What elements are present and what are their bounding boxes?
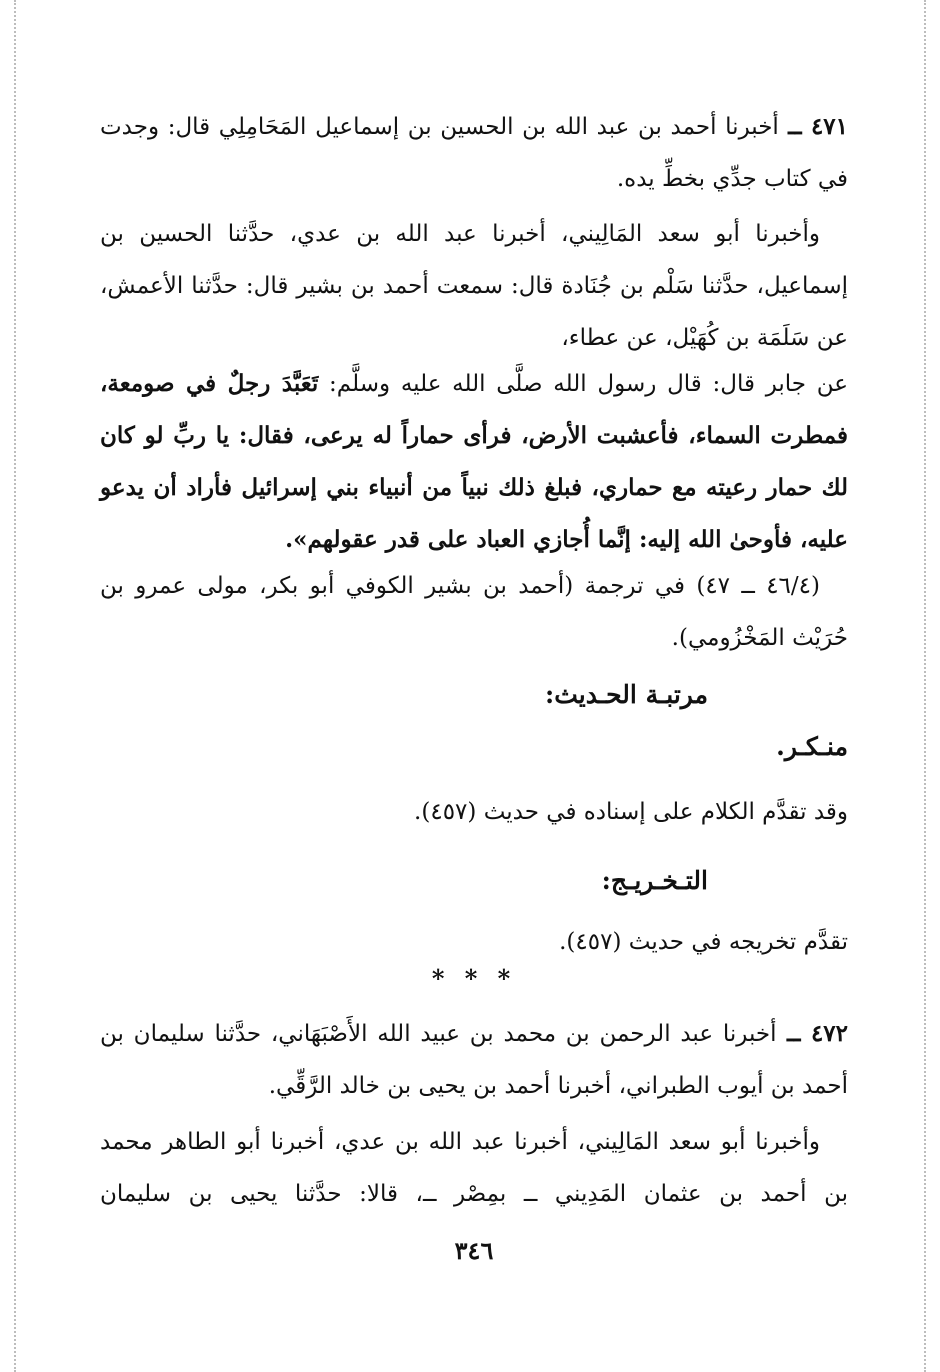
hadith-471-line1: أخبرنا أحمد بن عبد الله بن الحسين بن إسماعيل المَحَامِلِي قال:: [167, 114, 779, 140]
takhrij-heading: التـخـريـج:: [601, 866, 708, 895]
matn-471-intro: عن جابر قال: قال رسول الله صلَّى الله عليه وسلَّم:: [318, 371, 848, 397]
hadith-471-header: [100, 101, 848, 205]
section-separator: * * *: [431, 964, 517, 993]
page-edge-dots-left: [14, 0, 16, 1372]
hadith-number-471: ٤٧١: [810, 113, 849, 140]
takhrij-note: تقدَّم تخريجه في حديث (٤٥٧).: [559, 929, 848, 955]
hadith-dash-471: ــ: [778, 113, 811, 140]
reference-471: (٤٦/٤ ــ ٤٧) في ترجمة (أحمد بن بشير الكوفي أبو بكر، مولى عمرو بن حُرَيْث المَخْزُومي).: [100, 573, 848, 651]
grade-note: وقد تقدَّم الكلام على إسناده في حديث (٤٥٧).: [414, 799, 848, 825]
hadith-grade-heading: مرتبـة الحـديث:: [544, 680, 708, 709]
hadith-472-text: أخبرنا عبد الرحمن بن محمد بن عبيد الله الأَصْبَهَاني، حدَّثنا سليمان بن أحمد بن أيوب الطبراني، أخبرنا أحمد بن يحيى بن خالد الرَّقِّي.: [100, 1021, 848, 1099]
matn-471: [100, 358, 848, 566]
isnad-472: وأخبرنا أبو سعد المَالِيني، أخبرنا عبد الله بن عدي، أخبرنا أبو الطاهر محمد بن أحمد بن عثمان المَدِيني ــ بمِصْر ــ، قالا: حدَّثنا يحيى بن سليمان: [100, 1129, 848, 1207]
matn-471-text: تَعَبَّدَ رجلٌ في صومعة، فمطرت السماء، فأعشبت الأرض، فرأى حماراً له يرعى، فقال: يا ربِّ لو كان لك حمار رعيته مع حماري، فبلغ ذلك نبياً من أنبياء بني إسرائيل فأراد أن يدعو عليه، فأوحىٰ الله إليه: إنَّما أُجازي العباد على قدر عقولهم».: [100, 370, 848, 553]
hadith-472-header: [100, 1008, 848, 1112]
page-number: ٣٤٦: [454, 1236, 494, 1265]
hadith-dash-472: ــ: [776, 1020, 811, 1047]
hadith-471-line2: وجدت في كتاب جدِّي بخطِّ يده.: [100, 114, 848, 192]
hadith-grade-value: منـكـر.: [776, 732, 848, 761]
hadith-number-472: ٤٧٢: [810, 1020, 848, 1047]
page-edge-dots-right: [924, 0, 926, 1372]
isnad-471: وأخبرنا أبو سعد المَالِيني، أخبرنا عبد الله بن عدي، حدَّثنا الحسين بن إسماعيل، حدَّثنا سَلْم بن جُنَادة قال: سمعت أحمد بن بشير قال: حدَّثنا الأعمش، عن سَلَمَة بن كُهَيْل، عن عطاء،: [100, 221, 848, 351]
